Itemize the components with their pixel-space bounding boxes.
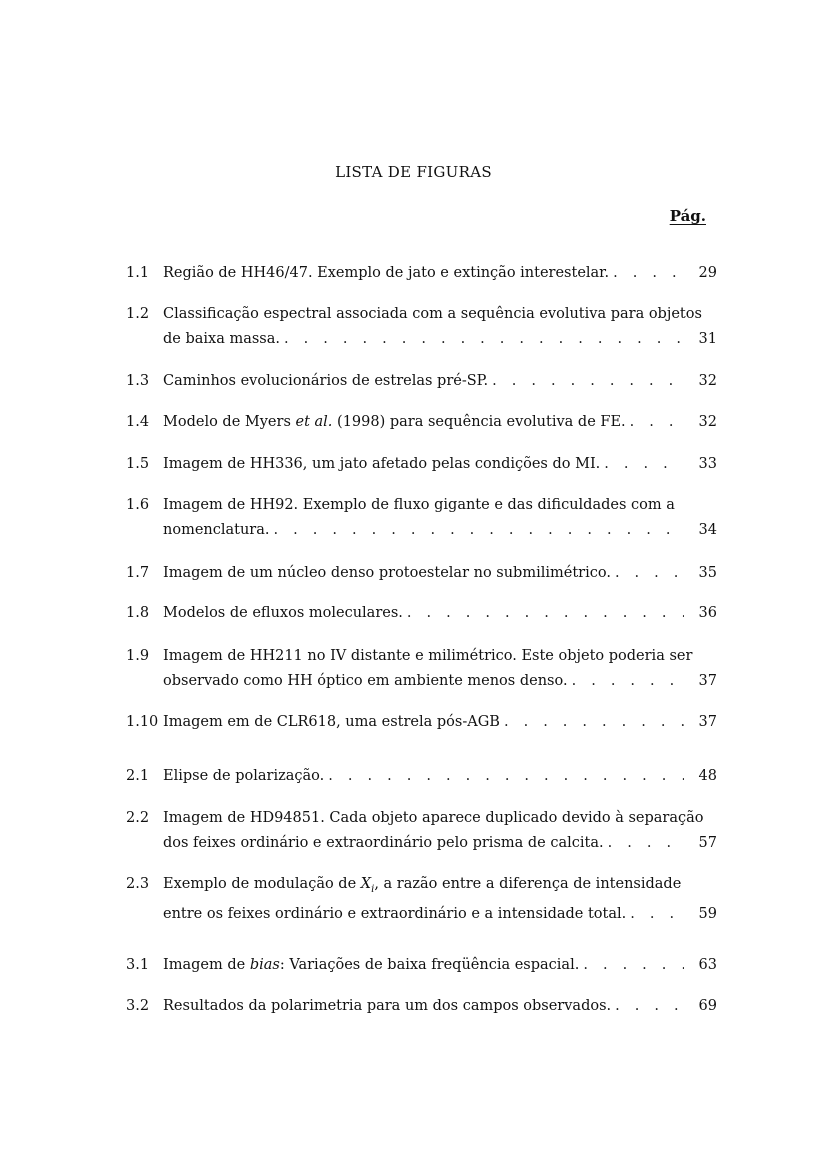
figure-number: 1.4	[126, 414, 150, 430]
figure-entry	[126, 644, 717, 694]
figure-number: 1.6	[126, 497, 150, 513]
page-number: 31	[698, 331, 717, 347]
figure-entry	[126, 601, 717, 626]
figure-number: 1.8	[126, 605, 150, 621]
figure-caption: Imagem de HD94851. Cada objeto aparece duplicado devido à separação	[163, 810, 704, 826]
page-number: 57	[698, 835, 717, 851]
page-number: 32	[698, 414, 717, 430]
page-number: 63	[698, 957, 717, 973]
figure-caption: Imagem em de CLR618, uma estrela pós-AGB	[163, 714, 500, 730]
figure-caption-cont: de baixa massa.	[163, 331, 280, 347]
figure-number: 2.1	[126, 768, 150, 784]
figure-entry	[126, 369, 717, 394]
page-number: 48	[698, 768, 717, 784]
figure-caption-cont: dos feixes ordinário e extraordinário pelo prisma de calcita.	[163, 835, 604, 851]
figure-entry	[126, 261, 717, 286]
page-number: 59	[698, 905, 717, 922]
figure-caption: Exemplo de modulação de $X_i$, a razão entre a diferença de intensidade	[163, 876, 682, 895]
figure-caption: Imagem de HH92. Exemplo de fluxo gigante e das dificuldades com a	[163, 497, 675, 513]
figure-caption: Caminhos evolucionários de estrelas pré-SP.	[163, 373, 489, 389]
page-number: 29	[698, 265, 717, 281]
dot-leader	[626, 410, 684, 435]
dot-leader	[609, 261, 684, 286]
figure-entry	[126, 452, 717, 477]
page-column-header: Pág.	[669, 207, 706, 225]
figure-entry	[126, 953, 717, 978]
figure-number: 1.9	[126, 648, 150, 664]
dot-leader	[488, 369, 684, 394]
dot-leader	[500, 710, 684, 735]
page-number: 32	[698, 373, 717, 389]
figure-number: 2.2	[126, 810, 150, 826]
dot-leader	[600, 452, 684, 477]
figure-caption: Imagem de um núcleo denso protoestelar no submilimétrico.	[163, 565, 611, 581]
dot-leader	[403, 601, 684, 626]
figure-number: 1.3	[126, 373, 150, 389]
page-number: 36	[698, 605, 717, 621]
dot-leader	[280, 327, 684, 352]
figure-number: 2.3	[126, 876, 150, 892]
figure-caption: Imagem de HH336, um jato afetado pelas condições do MI.	[163, 456, 601, 472]
page-number: 34	[698, 522, 717, 538]
dot-leader	[324, 764, 684, 789]
dot-leader	[611, 561, 684, 586]
figure-entry	[126, 872, 717, 927]
dot-leader	[568, 669, 684, 694]
figure-caption: Imagem de HH211 no IV distante e milimétrico. Este objeto poderia ser	[163, 648, 693, 664]
figure-caption: Modelo de Myers et al. (1998) para sequência evolutiva de FE.	[163, 414, 626, 430]
figure-entry	[126, 561, 717, 586]
page-number: 69	[698, 998, 717, 1014]
figure-number: 1.2	[126, 306, 150, 322]
dot-leader	[626, 902, 684, 927]
page-number: 37	[698, 673, 717, 689]
figure-number: 1.10	[126, 714, 159, 730]
figure-entry	[126, 410, 717, 435]
figure-caption-cont: observado como HH óptico em ambiente menos denso.	[163, 673, 568, 689]
figure-number: 3.2	[126, 998, 150, 1014]
dot-leader	[611, 994, 684, 1019]
figure-caption: Classificação espectral associada com a sequência evolutiva para objetos	[163, 306, 702, 322]
figure-caption-cont: nomenclatura.	[163, 522, 270, 538]
page-number: 35	[698, 565, 717, 581]
figure-entry	[126, 994, 717, 1019]
figure-caption: Modelos de efluxos moleculares.	[163, 605, 403, 621]
figure-entry	[126, 302, 717, 352]
dot-leader	[579, 953, 684, 978]
figure-entry	[126, 764, 717, 789]
figure-caption: Resultados da polarimetria para um dos campos observados.	[163, 998, 612, 1014]
figure-number: 1.5	[126, 456, 150, 472]
figure-number: 1.7	[126, 565, 150, 581]
page-number: 33	[698, 456, 717, 472]
figure-caption: Região de HH46/47. Exemplo de jato e extinção interestelar.	[163, 265, 610, 281]
figure-number: 3.1	[126, 957, 150, 973]
page-number: 37	[698, 714, 717, 730]
figure-caption: Imagem de bias: Variações de baixa freqüência espacial.	[163, 957, 580, 973]
figure-number: 1.1	[126, 265, 150, 281]
figure-entry	[126, 710, 717, 735]
dot-leader	[604, 831, 684, 856]
page-title: LISTA DE FIGURAS	[335, 163, 492, 181]
dot-leader	[270, 518, 685, 543]
figure-caption-cont: entre os feixes ordinário e extraordinário e a intensidade total.	[163, 905, 627, 922]
figure-entry	[126, 493, 717, 543]
figure-entry	[126, 806, 717, 856]
figure-caption: Elipse de polarização.	[163, 768, 325, 784]
